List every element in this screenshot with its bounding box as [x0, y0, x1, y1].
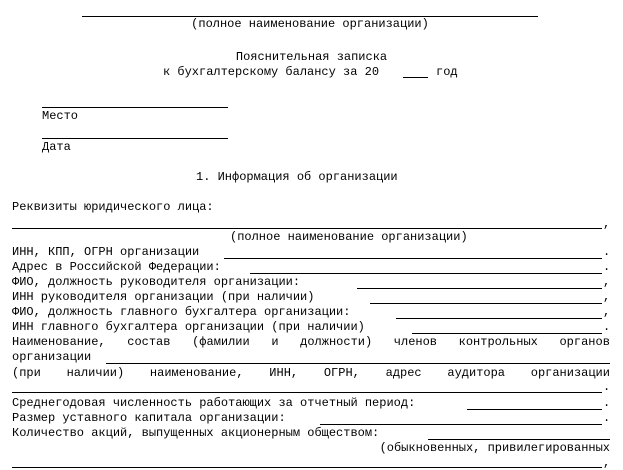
balance-year-suffix: год — [436, 65, 458, 79]
auditor-word: наименование, — [149, 366, 244, 380]
auditor-word: аудитора — [447, 366, 505, 380]
inn-kpp-ogrn-line[interactable] — [224, 258, 602, 259]
control-word: членов — [393, 335, 438, 349]
shares-line[interactable] — [428, 439, 610, 440]
requisites-label: Реквизиты юридического лица: — [12, 200, 214, 214]
control-word: должности) — [300, 335, 373, 349]
place-line[interactable] — [42, 107, 228, 108]
date-label: Дата — [42, 140, 71, 154]
date-line[interactable] — [42, 138, 228, 139]
inn-kpp-ogrn-label: ИНН, КПП, ОГРН организации — [12, 245, 200, 259]
auditor-dot: . — [603, 380, 611, 394]
auditor-word: ИНН, — [269, 366, 299, 380]
headcount-line[interactable] — [467, 409, 602, 410]
capital-label: Размер уставного капитала организации: — [12, 411, 286, 425]
capital-line[interactable] — [320, 424, 602, 425]
shares-types-line[interactable] — [12, 467, 602, 468]
control-bodies-line[interactable] — [106, 363, 610, 364]
control-word: Наименование, — [12, 335, 106, 349]
document-title: Пояснительная записка — [235, 50, 388, 64]
control-word: и — [271, 335, 279, 349]
address-dot: . — [603, 260, 611, 274]
head-fio-label: ФИО, должность руководителя организации: — [12, 275, 301, 289]
full-name-caption: (полное наименование организации) — [230, 230, 468, 244]
head-inn-label: ИНН руководителя организации (при наличии) — [12, 290, 315, 304]
control-word: (фамилии — [192, 335, 250, 349]
full-name-line[interactable] — [12, 228, 602, 229]
shares-types-label: (обыкновенных, привилегированных — [379, 441, 610, 455]
head-fio-line[interactable] — [357, 288, 602, 289]
auditor-word: организации — [530, 366, 610, 380]
place-label: Место — [42, 109, 79, 123]
control-word: органов — [559, 335, 610, 349]
chief-accountant-fio-label: ФИО, должность главного бухгалтера организации: — [12, 305, 351, 319]
auditor-word: (при — [12, 366, 41, 380]
auditor-word: наличии) — [66, 366, 125, 380]
headcount-dot: . — [603, 396, 611, 410]
address-line[interactable] — [250, 273, 602, 274]
address-label: Адрес в Российской Федерации: — [12, 260, 221, 274]
inn-kpp-ogrn-dot: . — [603, 245, 611, 259]
chief-accountant-inn-dot: . — [603, 320, 611, 334]
auditor-line[interactable] — [12, 392, 602, 393]
control-word: контрольных — [458, 335, 538, 349]
shares-label: Количество акций, выпущенных акционерным обществом: — [12, 426, 380, 440]
capital-dot: . — [603, 411, 611, 425]
control-bodies-label — [12, 335, 610, 349]
auditor-word: ОГРН, — [323, 366, 360, 380]
head-fio-comma: , — [603, 275, 611, 289]
chief-accountant-inn-line[interactable] — [412, 333, 602, 334]
auditor-word: адрес — [385, 366, 422, 380]
control-bodies-label-line2: организации — [12, 350, 92, 364]
auditor-label — [12, 366, 610, 380]
full-name-comma: , — [603, 217, 611, 231]
balance-year-prefix: к бухгалтерскому балансу за 20 — [163, 65, 380, 79]
chief-accountant-fio-comma: , — [603, 305, 611, 319]
control-word: состав — [127, 335, 171, 349]
head-inn-comma: , — [603, 290, 611, 304]
chief-accountant-inn-label: ИНН главного бухгалтера организации (при наличии) — [12, 320, 365, 334]
headcount-label: Среднегодовая численность работающих за отчетный период: — [12, 396, 416, 410]
org-name-caption: (полное наименование организации) — [191, 17, 429, 31]
head-inn-line[interactable] — [370, 303, 602, 304]
chief-accountant-fio-line[interactable] — [396, 318, 602, 319]
shares-types-comma: , — [603, 456, 611, 470]
year-suffix-blank[interactable] — [403, 77, 428, 78]
section-heading: 1. Информация об организации — [196, 170, 398, 184]
